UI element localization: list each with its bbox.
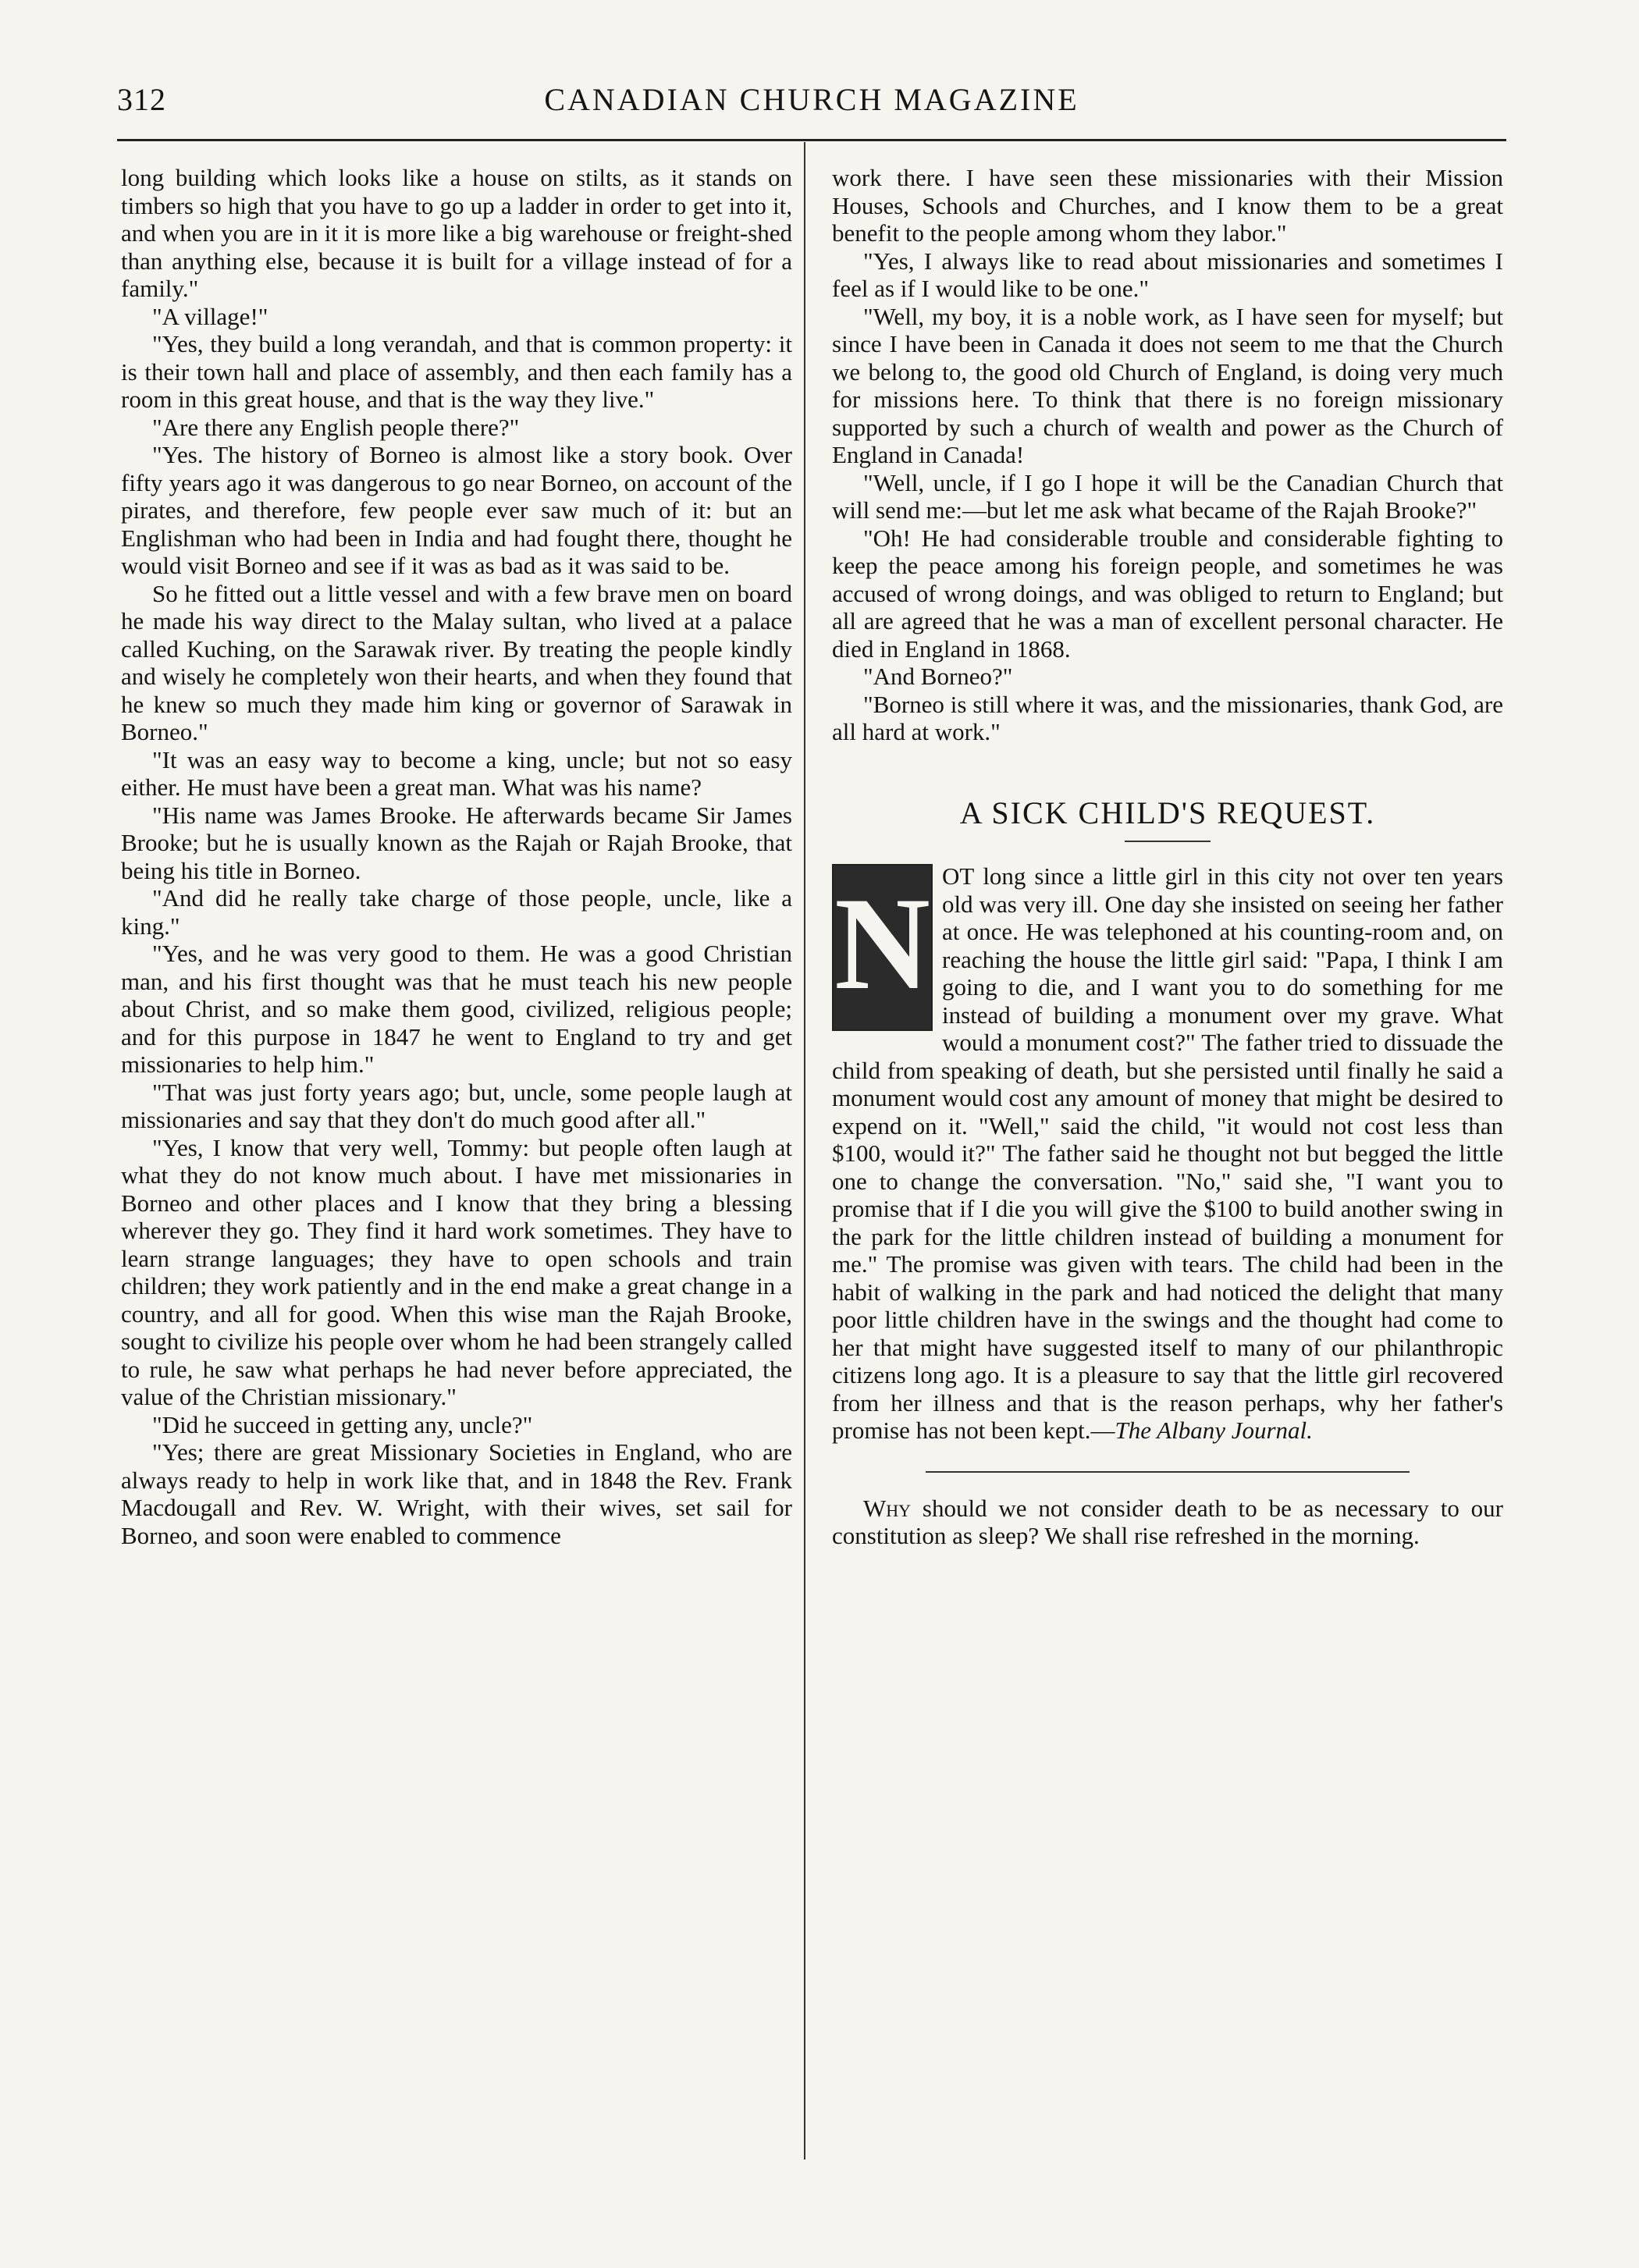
paragraph: work there. I have seen these missionaries with their Mission Houses, Schools and Churches, and I know them to be a great benefit to the people among whom they labor." [832, 164, 1503, 247]
closing-lead-word: Why [863, 1494, 912, 1522]
end-rule [926, 1471, 1410, 1473]
paragraph: "Did he succeed in getting any, uncle?" [152, 1410, 533, 1438]
paragraph: "And did he really take charge of those people, uncle, like a king." [121, 884, 792, 940]
drop-cap: N [832, 864, 933, 1031]
closing-text: should we not consider death to be as necessary to our constitution as sleep? We shall rise refreshed in the morning. [832, 1494, 1503, 1549]
paragraph: "Are there any English people there?" [152, 413, 520, 441]
running-head: CANADIAN CHURCH MAGAZINE [544, 82, 1079, 117]
page-number: 312 [117, 82, 166, 117]
right-column [832, 164, 1503, 1550]
header-rule [117, 139, 1506, 141]
article-source: The Albany Journal. [1115, 1417, 1313, 1444]
paragraph: "Yes; there are great Missionary Societies in England, who are always ready to help in work like that, and in 1848 the Rev. Frank Macdougall and Rev. W. Wright, with their wives, set sail for Borneo, and soon were enabled to commence [121, 1438, 792, 1549]
title-rule [1125, 841, 1211, 842]
left-column [121, 164, 792, 1549]
paragraph: "His name was James Brooke. He afterwards became Sir James Brooke; but he is usually known as the Rajah or Rajah Brooke, that being his title in Borneo. [121, 801, 792, 884]
paragraph: So he fitted out a little vessel and with a few brave men on board he made his way direct to the Malay sultan, who lived at a palace called Kuching, on the Sarawak river. By treating the people kindly and wisely he completely won their hearts, and when they found that he knew so much they made him king or governor of Sarawak in Borneo." [121, 579, 792, 745]
paragraph: "That was just forty years ago; but, uncle, some people laugh at missionaries and say that they don't do much good after all." [121, 1078, 792, 1133]
paragraph: "It was an easy way to become a king, uncle; but not so easy either. He must have been a great man. What was his name? [121, 745, 792, 801]
column-divider [804, 142, 805, 2160]
lead-in: OT [942, 862, 975, 890]
paragraph: "Borneo is still where it was, and the missionaries, thank God, are all hard at work." [832, 690, 1503, 745]
paragraph: "Yes, and he was very good to them. He was a good Christian man, and his first thought was that he must teach his new people about Christ, and so make them good, civilized, religious people; and for this purpose in 1847 he went to England to try and get missionaries to help him." [121, 940, 792, 1078]
paragraph: "Oh! He had considerable trouble and considerable fighting to keep the peace among his foreign people, and sometimes he was accused of wrong doings, and was obliged to return to England; but all are agreed that he was a man of excellent personal character. He died in England in 1868. [832, 524, 1503, 663]
paragraph: "A village!" [152, 302, 268, 330]
article-title: A SICK CHILD'S REQUEST. [959, 795, 1376, 830]
paragraph: "Yes. The history of Borneo is almost like a story book. Over fifty years ago it was dangerous to go near Borneo, on account of the pirates, and therefore, few people ever saw much of it: but an Englishman who had been in India and had fought there, thought he would visit Borneo and see if it was as bad as it was said to be. [121, 441, 792, 579]
paragraph: long building which looks like a house on stilts, as it stands on timbers so high that you have to go up a ladder in order to get into it, and when you are in it it is more like a big warehouse or freight-shed than anything else, because it is built for a village instead of for a family." [121, 164, 792, 302]
article-text: long since a little girl in this city not over ten years old was very ill. One day she insisted on seeing her father at once. He was telephoned at his counting-room and, on reaching the house the little girl said: "Papa, I think I am going to die, and I want you to do something for me instead of building a monument over my grave. What would a monument cost?" The father tried to dissuade the child from speaking of death, but she persisted until finally he said a monument would cost any amount of money that might be desired to expend on it. "Well," said the child, "it would not cost less than $100, would it?" The father said he thought not but begged the little one to change the conversation. "No," said she, "I want you to promise that if I die you will give the $100 to build another swing in the park for the little children instead of building a monument for me." The promise was given with tears. The child had been in the habit of walking in the park and had noticed the delight that many poor little children have in the swings and the thought had come to her that might have suggested itself to many of our philanthropic citizens long ago. It is a pleasure to say that the little girl recovered from her illness and that is the reason perhaps, why her father's promise has not been kept.— [832, 862, 1503, 1444]
paragraph: "Yes, I always like to read about missionaries and sometimes I feel as if I would like to be one." [832, 247, 1503, 302]
paragraph: "Yes, I know that very well, Tommy: but people often laugh at what they do not know much about. I have met missionaries in Borneo and other places and I know that they bring a blessing wherever they go. They find it hard work sometimes. They have to learn strange languages; they have to open schools and train children; they work patiently and in the end make a great change in a country, and all for good. When this wise man the Rajah Brooke, sought to civilize his people over whom he had been strangely called to rule, he saw what perhaps he had never before appreciated, the value of the Christian missionary." [121, 1133, 792, 1410]
paragraph: "Well, my boy, it is a noble work, as I have seen for myself; but since I have been in Canada it does not seem to me that the Church we belong to, the good old Church of England, is doing very much for missions here. To think that there is no foreign missionary supported by such a church of wealth and power as the Church of England in Canada! [832, 302, 1503, 468]
paragraph: "Yes, they build a long verandah, and that is common property: it is their town hall and place of assembly, and then each family has a room in this great house, and that is the way they live." [121, 330, 792, 413]
article-body [832, 862, 1503, 1445]
paragraph: "And Borneo?" [863, 663, 1013, 690]
closing-paragraph [832, 1495, 1503, 1550]
page-header [117, 72, 1506, 126]
paragraph: "Well, uncle, if I go I hope it will be the Canadian Church that will send me:—but let me ask what became of the Rajah Brooke?" [832, 468, 1503, 524]
article-paragraph [832, 862, 1503, 1445]
